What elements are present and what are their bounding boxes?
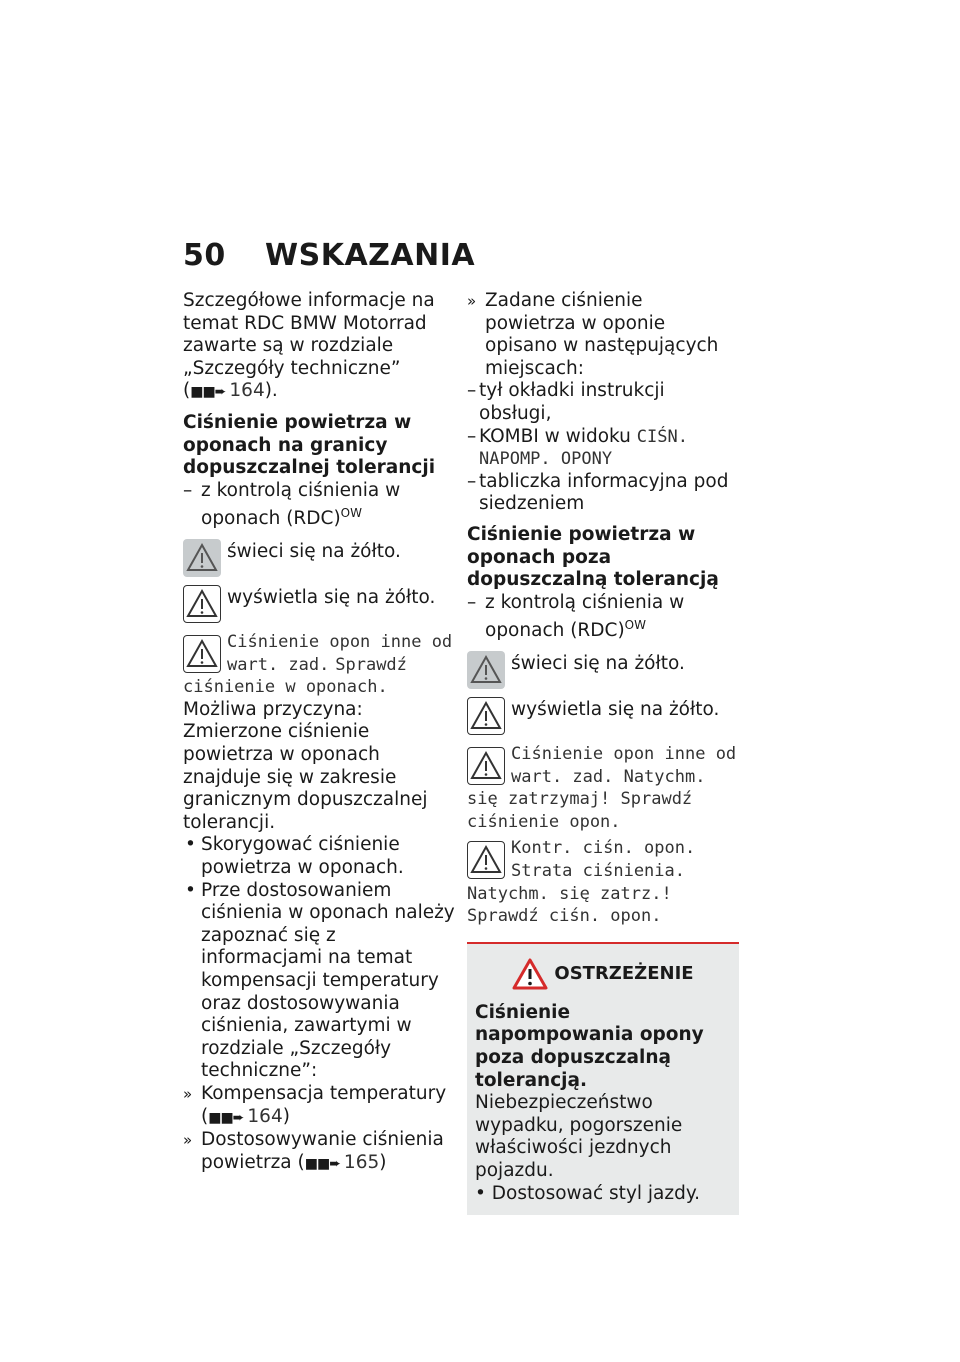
display-message: Sprawdź ciśnienie w oponach. — [183, 654, 407, 698]
warning-action: • Dostosować styl jazdy. — [475, 1182, 701, 1204]
cross-reference: » Kompensacja temperatury (■■➨ 164) — [183, 1083, 455, 1129]
display-message-block — [467, 837, 739, 927]
location-item: – tabliczka informacyjna pod siedzeniem — [467, 471, 739, 516]
warning-lamp-icon — [183, 539, 221, 577]
display-message: Ciśnienie opon inne od wart. zad. — [227, 632, 453, 675]
warning-display-icon — [183, 585, 221, 623]
display-message: Ciśnienie opon inne od wart. zad. Natychm. się zatrzymaj! Sprawdź ciśnienie opon. — [467, 744, 737, 832]
warning-display-icon — [183, 635, 221, 673]
page-ref-arrow-icon: ■■➨ — [208, 1109, 244, 1126]
indicator-text: świeci się na żółto. — [227, 541, 401, 563]
display-message-block — [183, 631, 455, 699]
page-ref[interactable]: 165 — [343, 1151, 380, 1173]
warning-display-icon — [467, 697, 505, 735]
warning-box — [467, 942, 739, 1215]
warning-label: OSTRZEŻENIE — [554, 962, 694, 984]
warning-triangle-icon — [512, 958, 548, 990]
right-column — [467, 290, 739, 1215]
intro-paragraph: Szczegółowe informacje na temat RDC BMW Motorrad zawarte są w rozdziale „Szczegóły techniczne” (■■➨ 164). — [183, 290, 435, 402]
action-item: • Skorygować ciśnienie powietrza w oponach. — [183, 834, 455, 879]
section-heading: Ciśnienie powietrza w oponach na granicy dopuszczalnej tolerancji — [183, 411, 436, 479]
location-item: – tył okładki instrukcji obsługi, — [467, 380, 739, 425]
display-message-block — [467, 743, 739, 833]
target-pressure-intro: » Zadane ciśnienie powietrza w oponie opisano w następujących miejscach: — [467, 290, 739, 380]
condition-item: – z kontrolą ciśnienia w oponach (RDC)$^{OW}$ — [467, 592, 739, 643]
cause-text: Zmierzone ciśnienie powietrza w oponach znajduje się w zakresie granicznym dopuszczalnej tolerancji. — [183, 721, 428, 833]
cause-label: Możliwa przyczyna: — [183, 698, 363, 720]
page-title: WSKAZANIA — [265, 238, 476, 273]
warning-text: Niebezpieczeństwo wypadku, pogorszenie właściwości jezdnych pojazdu. — [475, 1092, 683, 1181]
indicator-row — [467, 651, 739, 689]
action-item: • Prze dostosowaniem ciśnienia w oponach należy zapoznać się z informacjami na temat kompensacji temperatury oraz dostosowywania ciśnienia, zawartymi w rozdziale „Szczegóły techniczne”: — [183, 880, 455, 1083]
display-message: Kontr. ciśn. opon. Strata ciśnienia. Natychm. się zatrz.! Sprawdź ciśn. opon. — [467, 838, 696, 927]
page-number: 50 — [183, 238, 226, 273]
page-ref-arrow-icon: ■■➨ — [190, 384, 226, 401]
page-ref-arrow-icon: ■■➨ — [304, 1155, 340, 1172]
warning-display-icon — [467, 747, 505, 785]
page-header — [183, 238, 475, 273]
warning-title: Ciśnienie napompowania opony poza dopuszczalną tolerancją. — [475, 1001, 704, 1091]
indicator-row — [183, 539, 455, 577]
left-column — [183, 290, 455, 1175]
location-item: – KOMBI w widoku CIŚN. NAPOMP. OPONY — [467, 426, 739, 471]
indicator-text: wyświetla się na żółto. — [511, 699, 720, 721]
page-ref[interactable]: 164 — [247, 1105, 283, 1127]
warning-header — [475, 958, 731, 990]
warning-display-icon — [467, 841, 505, 879]
indicator-text: wyświetla się na żółto. — [227, 587, 436, 609]
warning-lamp-icon — [467, 651, 505, 689]
section-heading: Ciśnienie powietrza w oponach poza dopuszczalną tolerancją — [467, 523, 719, 591]
indicator-text: świeci się na żółto. — [511, 653, 685, 675]
condition-item: – z kontrolą ciśnienia w oponach (RDC)$^{OW}$ — [183, 480, 455, 531]
indicator-row — [183, 585, 455, 623]
cross-reference: » Dostosowywanie ciśnienia powietrza (■■➨ 165) — [183, 1129, 455, 1175]
indicator-row — [467, 697, 739, 735]
page-ref[interactable]: 164 — [229, 380, 265, 402]
